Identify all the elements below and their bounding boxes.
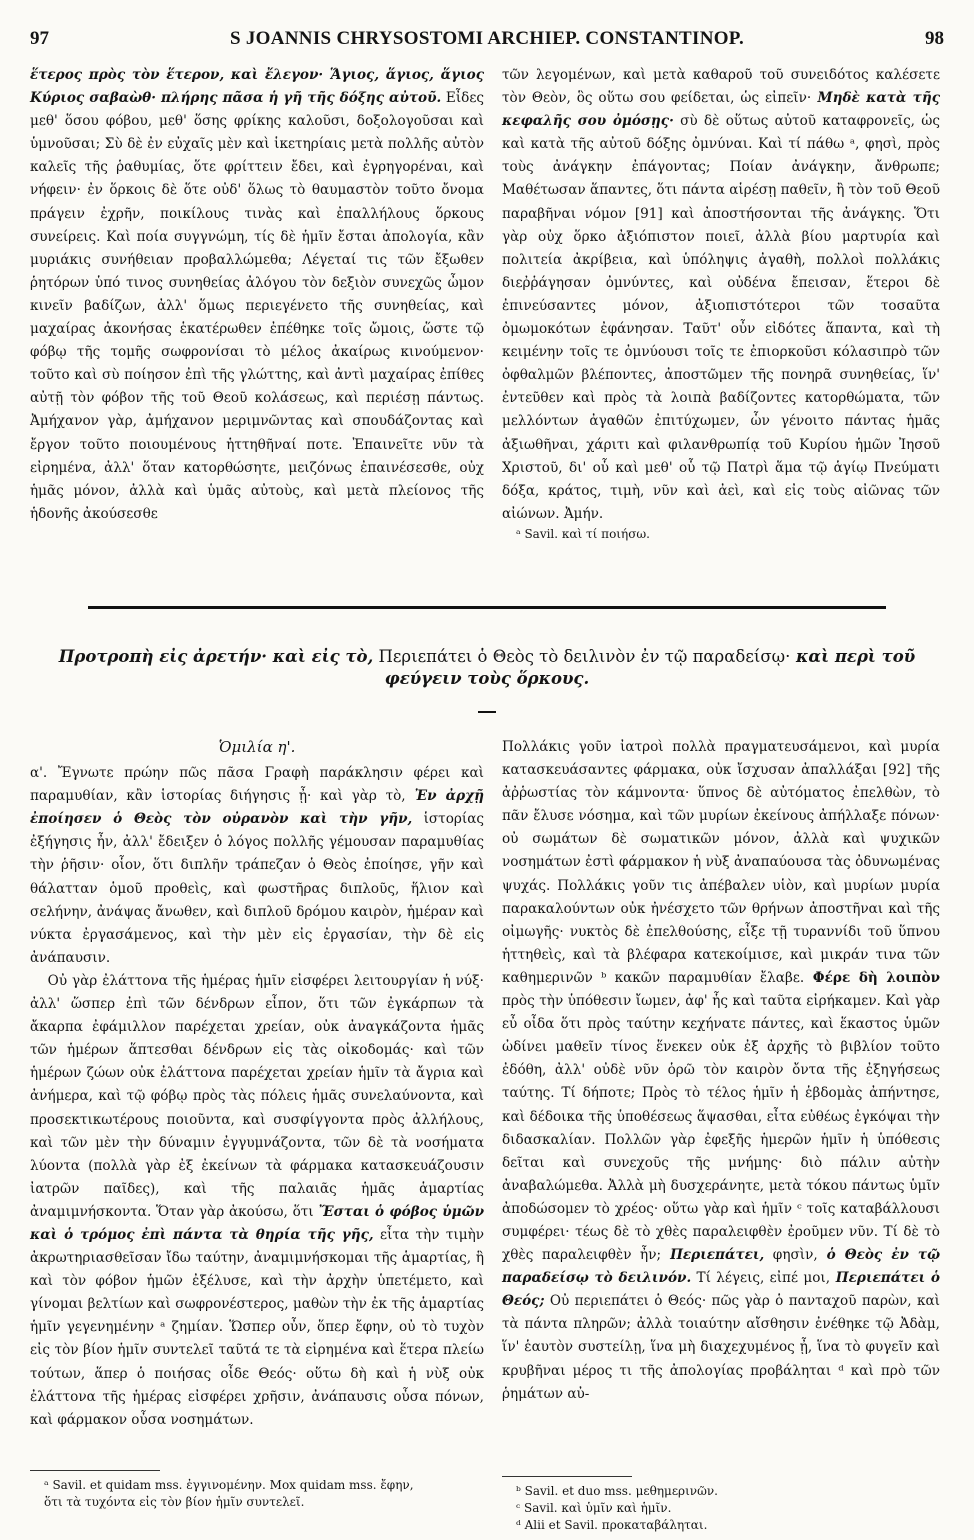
bottom-right-column: [502, 736, 940, 1406]
body-text: πρὸς τὴν ὑπόθεσιν ἴωμεν, ἀφ' ἧς καὶ ταῦτα εἰρήκαμεν. Καὶ γὰρ εὖ οἶδα ὅτι πρὸς ταύτην κεχήνατε πάντες, καὶ ἕκαστος ὑμῶν ὠδίνει μαθεῖν τίνος ἕνεκεν οὐκ ἐξ ἀρχῆς τὸ βιβλίον τοῦτο ἐδόθη, ἀλλ' οὐδὲ νῦν ὁρῶ τὸν καιρὸν ὄντα τῆς ἐξηγήσεως ταύτης. Τί δήποτε; Πρὸς τὸ τέλος ἡμῖν ἡ ἑβδομὰς ἀπήντησε, καὶ δέδοικα τῆς ὑποθέσεως ἅψασθαι, εἶτα εὐθέως ἐγκόψαι τὴν διδασκαλίαν. Πολλῶν γὰρ ἐφεξῆς ἡμερῶν ἡμῖν ἡ ὑπόθεσις δεῖται καὶ συνεχοῦς τῆς μνήμης· διὸ πάλιν αὐτὴν ἀναβαλώμεθα. Ἀλλὰ μὴ δυσχεράνητε, μετὰ τόκου πάντως ὑμῖν ἀποδώσομεν τὸ χρέος· οὕτω γὰρ καὶ ἡμῖν ᶜ τοῖς καταβάλλουσι συμφέρει· τέως δὲ τὸ χθὲς παραλειφθὲν ἐροῦμεν νῦν. Τί δὲ τὸ χθὲς παραλειφθὲν ἦν;: [502, 993, 940, 1264]
paragraph: [502, 64, 940, 526]
paragraph: [30, 762, 484, 970]
bottom-left-column: [30, 736, 484, 1432]
paragraph: [30, 64, 484, 526]
body-text: Οὐ περιεπάτει ὁ Θεός· πῶς γὰρ ὁ πανταχοῦ παρὼν, καὶ τὰ πάντα πληρῶν; ἀλλὰ τοιαύτην αἴσθησιν ἐνέθηκε τῷ Ἀδὰμ, ἵν' ἑαυτὸν συστείλῃ, ἵνα μὴ διαχεχυμένος ᾖ, ἵνα τὸ φυγεῖν καὶ κρυβῆναι μέρος τι τῆς ἀπολογίας προβάληται ᵈ καὶ πρὸ τῶν ῥημάτων αὐ-: [502, 1293, 940, 1402]
body-text: Πολλάκις γοῦν ἰατροὶ πολλὰ πραγματευσάμενοι, καὶ μυρία κατασκευάσαντες φάρμακα, οὐκ ἴσχυσαν ἀπαλλάξαι [92] τῆς ἀῤῥωστίας τὸν κάμνοντα· ὕπνος δὲ αὐτόματος ἐπελθὼν, τὸ πᾶν ἔλυσε νόσημα, καὶ τῶν μυρίων ἐκείνους ἀπήλλαξε πόνων· οὐ σωμάτων δὲ σωματικῶν μόνον, ἀλλὰ καὶ ψυχικῶν νοσημάτων ἐστὶ φάρμακον ἡ νὺξ ἀναπαύουσα τὰς ὀδυνωμένας ψυχάς. Πολλάκις γοῦν τις ἀπέβαλεν υἱὸν, καὶ μυρίων μυρία παρακαλούντων οὐκ ἠνέσχετο τῶν θρήνων ἀποστῆναι καὶ τῆς οἰμωγῆς· νυκτὸς δὲ ἐπελθούσης, εἶξε τῇ τυραννίδι τοῦ ὕπνου ἡττηθεὶς, καὶ τὰ βλέφαρα κατεκοίμισε, καὶ μικράν τινα τῶν καθημερινῶν ᵇ κακῶν παραμυθίαν ἔλαβε.: [502, 739, 940, 986]
scripture-quote: Ἐν ἀρχῇ ἐποίησεν ὁ Θεὸς τὸν οὐρανὸν καὶ τὴν γῆν,: [30, 788, 484, 828]
footnote-separator: [30, 1470, 160, 1471]
body-text: εἶτα τὴν τιμὴν ἀκρωτηριασθεῖσαν ἴδω ταύτην, ἀναμιμνήσκομαι τῆς ἁμαρτίας, ἣ καὶ τὸν φόβον ἡμῶν ἐξέλυσε, καὶ τὴν ἀρχὴν ὑπετέμετο, καὶ γίνομαι βελτίων καὶ σωφρονέστερος, μαθὼν τὴν ἐκ τῆς ἁμαρτίας ἡμῖν γεγενημένην ᵃ ζημίαν. Ὥσπερ οὖν, ὅπερ ἔφην, οὐ τὸ τυχὸν εἰς τὸν βίον ἡμῖν συντελεῖ ταῦτά τε τὰ εἰρημένα καὶ ἕτερα πλείω τούτων, ἅπερ ὁ ποιήσας οἶδε Θεός· οὕτω δὴ καὶ ἡ νὺξ οὐκ ἐλάττονα τῆς ἡμέρας εἰσφέρει χρῆσιν, ἀνάπαυσις οὖσα πόνων, καὶ φάρμακον οὖσα νοσημάτων.: [30, 1226, 484, 1428]
page-number-right: 98: [925, 28, 944, 49]
scripture-quote: ἕτερος πρὸς τὸν ἕτερον, καὶ ἔλεγον· Ἅγιος, ἅγιος, ἅγιος Κύριος σαβαὼθ· πλήρης πᾶσα ἡ γῆ τῆς δόξης αὐτοῦ.: [30, 67, 484, 107]
top-left-column: [30, 64, 484, 526]
page-number-left: 97: [30, 28, 49, 49]
body-text: Τί λέγεις, εἰπέ μοι,: [691, 1270, 831, 1287]
footnote: ᵃ Savil. καὶ τί ποιήσω.: [516, 526, 650, 541]
scripture-quote: Περιεπάτει ὁ Θεός;: [502, 1270, 940, 1310]
footnote: ᵇ Savil. et duo mss. μεθημερινῶν.: [516, 1484, 718, 1498]
scripture-quote: Περιεπάτει,: [661, 1247, 765, 1264]
scripture-quote: Ἔσται ὁ φόβος ὑμῶν καὶ ὁ τρόμος ἐπὶ πάντα τὰ θηρία τῆς γῆς,: [30, 1203, 485, 1243]
scripture-quote: ὁ Θεὸς ἐν τῷ παραδείσῳ τὸ δειλινόν.: [502, 1247, 941, 1287]
footnote: ᵃ Savil. et quidam mss. ἐγγινομένην. Mox quidam mss. ἔφην,: [44, 1478, 414, 1492]
paragraph: [30, 970, 484, 1432]
footnote-separator: [502, 1476, 632, 1477]
body-text: Εἶδες μεθ' ὅσου φόβου, μεθ' ὅσης φρίκης καλοῦσι, δοξολογοῦσαι καὶ ὑμνοῦσαι; Σὺ δὲ ἐν εὐχαῖς μὲν καὶ ἱκετηρίαις μετὰ πολλῆς αὐτὸν καλεῖς τῆς ῥαθυμίας, ὅτε φρίττειν ἔδει, καὶ ἐγρηγορέναι, καὶ νήφειν· ἐν ὅρκοις δὲ ὅτε οὐδ' ὅλως τὸ θαυμαστὸν τοῦτο ὄνομα πράγειν ἐχρῆν, ποικίλους τινὰς καὶ ἐπαλλήλους ὅρκους συνείρεις. Καὶ ποία συγγνώμη, τίς δὲ ἡμῖν ἔσται ἀπολογία, κἂν μυριάκις συνήθειαν προβαλλώμεθα; Λέγεταί τις τῶν ἔξωθεν ῥητόρων ὑπό τινος συνηθείας ἀλόγου τὸν δεξιὸν συνεχῶς ὦμον κινεῖν βαδίζων, ἀλλ' ὅμως περιεγένετο τῆς συνηθείας, καὶ μαχαίρας ἀκονήσας ἑκατέρωθεν ἐπέθηκε τοῖς ὤμοις, ὥστε τῷ φόβῳ τῆς τομῆς σωφρονίσαι τὸ μέλος ἀκαίρως κινούμενον· τοῦτο καὶ σὺ ποίησον ἐπὶ τῆς γλώττης, καὶ ἀντὶ μαχαίρας ἐπίθες αὐτῇ τὸν φόβον τῆς τοῦ Θεοῦ κολάσεως, καὶ περιέσῃ πάντως. Ἀμήχανον γὰρ, ἀμήχανον μεριμνῶντας καὶ σπουδάζοντας καὶ ἔργον τοῦτο ποιουμένους ἡττηθῆναί ποτε. Ἐπαινεῖτε νῦν τὰ εἰρημένα, ἀλλ' ὅταν κατορθώσητε, μειζόνως ἐπαινέσεσθε, οὐχ ἡμᾶς μόνον, ἀλλὰ καὶ ὑμᾶς αὐτοὺς, καὶ μετὰ πλείονος τῆς ἡδονῆς ἀκούσεσθε: [30, 90, 484, 522]
body-text: α'. Ἔγνωτε πρώην πῶς πᾶσα Γραφὴ παράκλησιν φέρει καὶ παραμυθίαν, κἂν ἱστορίας διήγησις ᾖ· καὶ γὰρ τὸ,: [30, 765, 484, 805]
footnote: ὅτι τὰ τυχόντα εἰς τὸν βίον ἡμῖν συντελεῖ.: [44, 1495, 305, 1509]
body-text-bold: Φέρε δὴ λοιπὸν: [804, 969, 940, 986]
paragraph: [502, 736, 940, 1406]
running-title: S JOANNIS CHRYSOSTOMI ARCHIEP. CONSTANTINOP.: [229, 28, 745, 49]
scripture-quote: Μηδὲ κατὰ τῆς κεφαλῆς σου ὀμόσῃς·: [502, 90, 940, 130]
body-text: φησὶν,: [764, 1247, 818, 1264]
title-part: Περιεπάτει ὁ Θεὸς τὸ δειλινὸν ἐν τῷ παραδείσῳ·: [373, 647, 791, 666]
title-part: καὶ περὶ τοῦ φεύγειν τοὺς ὅρκους.: [384, 647, 916, 688]
homily-heading: Ὁμιλία η'.: [218, 738, 296, 756]
footnotes-left: [30, 1470, 484, 1511]
footnote: ᵈ Alii et Savil. προκαταβάληται.: [516, 1518, 708, 1532]
title-part: Προτροπὴ εἰς ἀρετήν· καὶ εἰς τὸ,: [58, 647, 374, 666]
running-header: [30, 28, 944, 56]
footnote: ᶜ Savil. καὶ ὑμῖν καὶ ἡμῖν.: [516, 1501, 672, 1515]
body-text: ἱστορίας ἐξήγησις ἦν, ἀλλ' ἔδειξεν ὁ λόγος πολλῆς γέμουσαν παραμυθίας τὴν ῥῆσιν· οἷον, ὅτι διπλῆν τράπεζαν ὁ Θεὸς ἐποίησε, γῆν καὶ θάλατταν ὁμοῦ προθεὶς, καὶ φωστῆρας διπλοῦς, ἥλιον καὶ σελήνην, ἀνάψας ἄνωθεν, καὶ διπλοῦ δρόμου καιρὸν, ἡμέραν καὶ νύκτα ἐργασάμενος, καὶ τὴν μὲν εἰς ἐργασίαν, τὴν δὲ εἰς ἀνάπαυσιν.: [30, 811, 484, 966]
top-right-column: [502, 64, 940, 543]
section-divider: [88, 606, 886, 609]
body-text: Οὐ γὰρ ἐλάττονα τῆς ἡμέρας ἡμῖν εἰσφέρει λειτουργίαν ἡ νύξ· ἀλλ' ὥσπερ ἐπὶ τῶν δένδρων εἶπον, ὅτι τῶν ἐγκάρπων τὰ ἄκαρπα ἐφάμιλλον παρέχεται χρείαν, οὐκ ἀναγκάζοντα ἡμᾶς τῶν ἡμέρων ἅπτεσθαι δένδρων εἰς τὰς οἰκοδομάς· καὶ τῶν ἡμέρων ζώων οὐκ ἐλάττονα παρέχεται χρείαν ἡμῖν τὰ ἄγρια καὶ ἀνήμερα, καὶ τῷ φόβῳ πρὸς τὰς πόλεις ἡμᾶς συνελαύνοντα, καὶ προσεκτικωτέρους ποιοῦντα, καὶ συσφίγγοντα πρὸς ἀλλήλους, καὶ τῶν μὲν τὴν δύναμιν ἐγγυμνάζοντα, τῶν δὲ τὰ νοσήματα λύοντα (πολλὰ γὰρ ἐξ ἐκείνων τὰ φάρμακα κατασκευάζουσιν ἰατρῶν παῖδες), καὶ τῆς παλαιᾶς ἡμᾶς ἁμαρτίας ἀναμιμνήσκοντα. Ὅταν γὰρ ἀκούσω, ὅτι: [30, 972, 484, 1220]
body-text: σὺ δὲ οὕτως αὐτοῦ καταφρονεῖς, ὡς καὶ κατὰ τῆς αὐτοῦ δόξης ὀμνύναι. Καὶ τί πάθω ᵃ, φησὶ, πρὸς τοὺς ἀνάγκην ἐπάγοντας; Ποίαν ἀνάγκην, ἄνθρωπε; Μαθέτωσαν ἅπαντες, ὅτι πάντα αἱρέσῃ παθεῖν, ἢ τὸν τοῦ Θεοῦ παραβῆναι νόμον [91] καὶ ἀποστήσονται τῆς ἀνάγκης. Ὅτι γὰρ οὐχ ὅρκο ἀξιόπιστον ποιεῖ, ἀλλὰ βίου μαρτυρία καὶ πολιτεία ἀκρίβεια, καὶ ὑπόληψις ἀγαθὴ, πολλοὶ πολλάκις διεῤῥάγησαν ὀμνύντες, καὶ οὐδένα ἔπεισαν, ἕτεροι δὲ ἐπινεύσαντες μόνον, ἀξιοπιστότεροι τῶν τοσαῦτα ὀμωμοκότων ἐφάνησαν. Ταῦτ' οὖν εἰδότες ἅπαντα, καὶ τὴ κειμένην τοῖς τε ὀμνύουσι τοῖς τε ἐπιορκοῦσι κόλασιπρὸ τῶν ὀφθαλμῶν βλέποντες, ἀποστῶμεν τῆς πονηρᾶ συνηθείας, ἵν' ἐντεῦθεν καὶ πρὸς τὰ λοιπὰ βαδίζοντες κατορθώματα, τῶν μελλόντων ἀγαθῶν ἐπιτύχωμεν, ὧν γένοιτο πάντας ἡμᾶς ἀξιωθῆναι, χάριτι καὶ φιλανθρωπίᾳ τοῦ Κυρίου ἡμῶν Ἰησοῦ Χριστοῦ, δι' οὗ καὶ μεθ' οὗ τῷ Πατρὶ ἅμα τῷ ἁγίῳ Πνεύματι δόξα, κράτος, τιμὴ, νῦν καὶ ἀεὶ, καὶ εἰς τοὺς αἰῶνας τῶν αἰώνων. Ἀμήν.: [502, 113, 940, 522]
short-divider: [478, 711, 496, 713]
homily-title: [30, 646, 944, 690]
footnotes-right: [502, 1476, 940, 1534]
body-text: τῶν λεγομένων, καὶ μετὰ καθαροῦ τοῦ συνειδότος καλέσετε τὸν Θεὸν, ὃς οὕτω σου φείδεται, ὡς εἰπεῖν·: [502, 67, 940, 107]
